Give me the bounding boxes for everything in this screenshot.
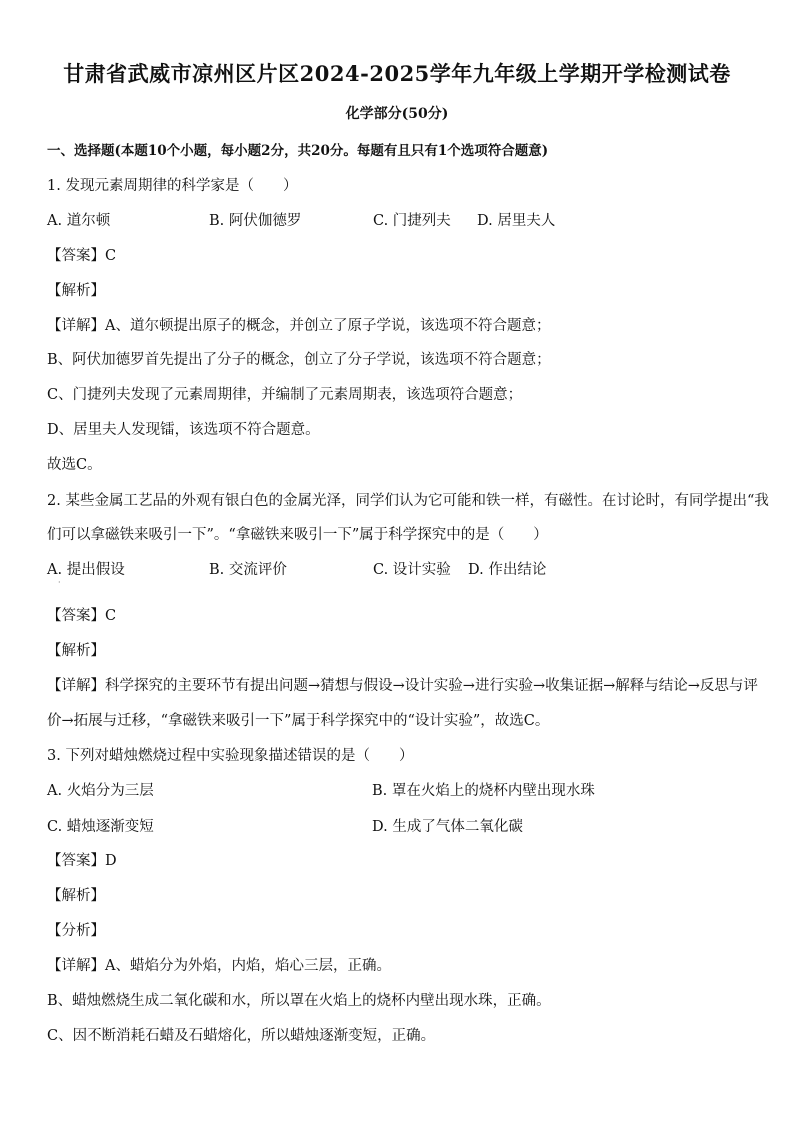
q3-fenxi: 【分析】 <box>47 923 105 939</box>
q2-answer: 【答案】C <box>47 608 117 624</box>
page-subtitle: 化学部分(50分) <box>345 106 449 122</box>
q3-detail-line: 【详解】A、蜡焰分为外焰，内焰，焰心三层，正确。 <box>47 958 391 974</box>
q2-detail-line: 价→拓展与迁移，“拿磁铁来吸引一下”属于科学探究中的“设计实验”，故选C。 <box>47 713 550 729</box>
stray-dot-mark: · <box>58 578 61 587</box>
q3-analysis: 【解析】 <box>47 888 105 904</box>
q3-option-d: D. 生成了气体二氧化碳 <box>372 819 523 835</box>
q2-detail-line: 【详解】科学探究的主要环节有提出问题→猜想与假设→设计实验→进行实验→收集证据→解释与结论→反思与评 <box>47 678 758 694</box>
q3-detail-line: C、因不断消耗石蜡及石蜡熔化，所以蜡烛逐渐变短，正确。 <box>47 1028 436 1044</box>
q1-detail-line: B、阿伏加德罗首先提出了分子的概念，创立了分子学说，该选项不符合题意； <box>47 352 551 368</box>
q3-stem: 3. 下列对蜡烛燃烧过程中实验现象描述错误的是（ ） <box>47 748 414 764</box>
q2-option-a: A. 提出假设 <box>47 562 125 578</box>
q2-option-b: B. 交流评价 <box>209 562 287 578</box>
q1-option-d: D. 居里夫人 <box>477 213 556 229</box>
q1-detail-line: D、居里夫人发现镭，该选项不符合题意。 <box>47 422 320 438</box>
q3-option-b: B. 罩在火焰上的烧杯内壁出现水珠 <box>372 783 595 799</box>
section-heading: 一、选择题(本题10个小题，每小题2分，共20分。每题有且只有1个选项符合题意) <box>47 143 549 159</box>
q1-detail-line: 【详解】A、道尔顿提出原子的概念，并创立了原子学说，该选项不符合题意； <box>47 318 551 334</box>
q3-option-a: A. 火焰分为三层 <box>47 783 154 799</box>
q2-option-c: C. 设计实验 <box>373 562 451 578</box>
q2-stem-line: 2. 某些金属工艺品的外观有银白色的金属光泽，同学们认为它可能和铁一样，有磁性。在讨论时，有同学提出“我 <box>47 493 769 509</box>
q1-analysis: 【解析】 <box>47 283 105 299</box>
q1-answer: 【答案】C <box>47 248 117 264</box>
q1-stem: 1. 发现元素周期律的科学家是（ ） <box>47 178 298 194</box>
q2-option-d: D. 作出结论 <box>468 562 547 578</box>
q1-option-a: A. 道尔顿 <box>47 213 111 229</box>
q3-detail-line: B、蜡烛燃烧生成二氧化碳和水，所以罩在火焰上的烧杯内壁出现水珠，正确。 <box>47 993 551 1009</box>
q2-analysis: 【解析】 <box>47 643 105 659</box>
q1-detail-line: C、门捷列夫发现了元素周期律，并编制了元素周期表，该选项符合题意； <box>47 387 523 403</box>
q1-detail-line: 故选C。 <box>47 457 102 473</box>
q1-option-b: B. 阿伏伽德罗 <box>209 213 302 229</box>
q2-stem-line: 们可以拿磁铁来吸引一下”。“拿磁铁来吸引一下”属于科学探究中的是（ ） <box>47 527 548 543</box>
q1-option-c: C. 门捷列夫 <box>373 213 451 229</box>
q3-answer: 【答案】D <box>47 853 117 869</box>
page-title: 甘肃省武威市凉州区片区2024-2025学年九年级上学期开学检测试卷 <box>63 61 731 86</box>
q3-option-c: C. 蜡烛逐渐变短 <box>47 819 154 835</box>
